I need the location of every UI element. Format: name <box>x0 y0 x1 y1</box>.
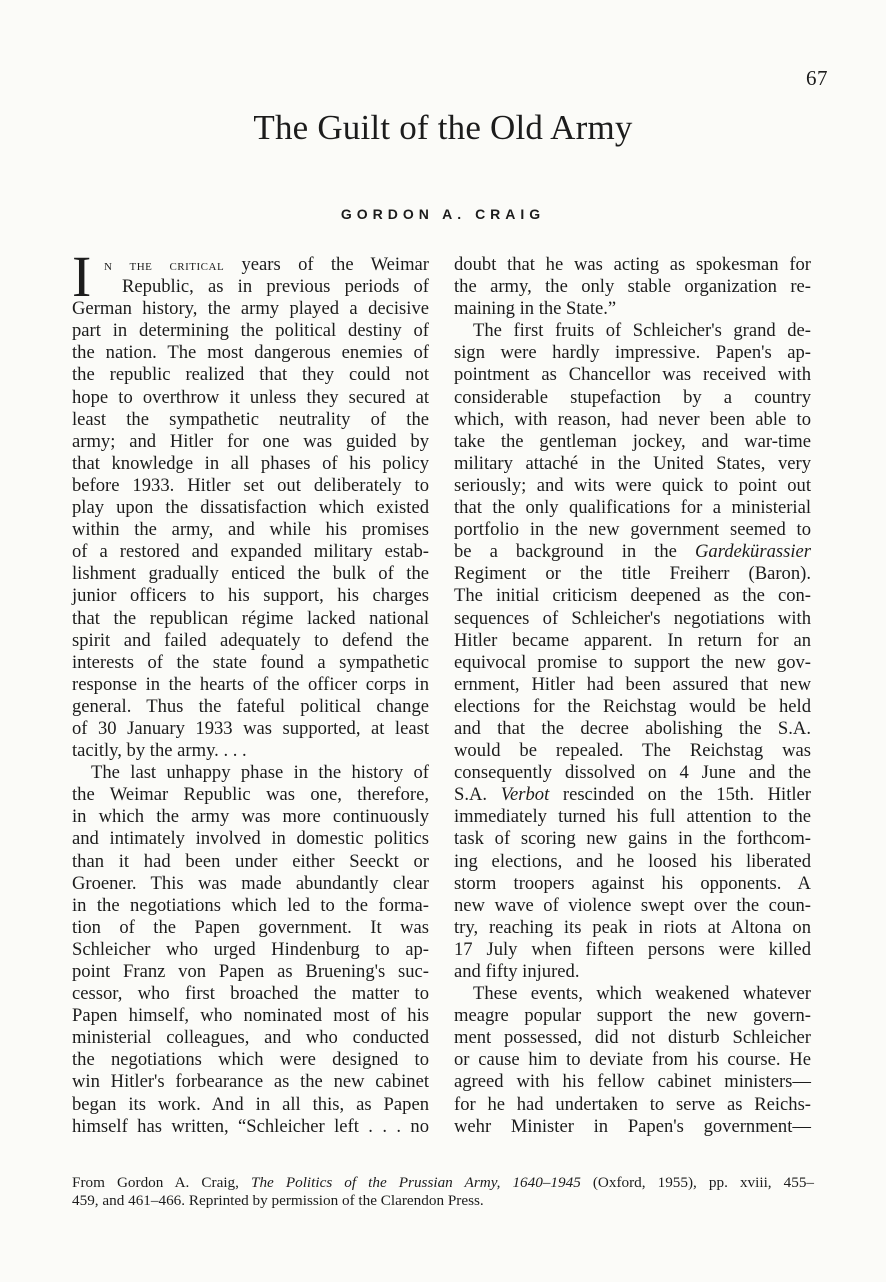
text-line: least the sympathetic neutrality of the <box>72 408 429 430</box>
text-line: ment possessed, did not disturb Schleicher <box>454 1027 811 1049</box>
text-line: maining in the State.” <box>454 298 617 320</box>
text-line: or cause him to deviate from his course. He <box>454 1049 811 1071</box>
text-line: Schleicher who urged Hindenburg to ap- <box>72 938 429 960</box>
text-line: would be repealed. The Reichstag was <box>454 740 811 762</box>
text-line: Hitler became apparent. In return for an <box>454 629 811 651</box>
text-line: ministerial colleagues, and who conducted <box>72 1027 429 1049</box>
text-line <box>454 541 811 563</box>
text-line: pointment as Chancellor was received with <box>454 364 811 386</box>
text-line: seriously; and wits were quick to point out <box>454 474 811 496</box>
text-line: junior officers to his support, his charges <box>72 585 429 607</box>
text-line: lishment gradually enticed the bulk of the <box>72 563 429 585</box>
text-line: play upon the dissatisfaction which existed <box>72 497 429 519</box>
text-line: general. Thus the fateful political change <box>72 695 429 717</box>
text-line: the nation. The most dangerous enemies of <box>72 342 429 364</box>
text-line: German history, the army played a decisive <box>72 298 429 320</box>
italic-term: Verbot <box>500 784 550 806</box>
text-line: that the republican régime lacked national <box>72 607 429 629</box>
text-line: agreed with his fellow cabinet ministers— <box>454 1071 811 1093</box>
text-line: in the negotiations which led to the forma- <box>72 894 429 916</box>
text-line: equivocal promise to support the new gov- <box>454 651 811 673</box>
text-fragment: years of the Weimar <box>224 254 429 275</box>
text-line: Regiment or the title Freiherr (Baron). <box>454 563 811 585</box>
text-line: that knowledge in all phases of his policy <box>72 452 429 474</box>
text-line: win Hitler's forbearance as the new cabinet <box>72 1071 429 1093</box>
text-line: Papen himself, who nominated most of his <box>72 1005 429 1027</box>
text-line: point Franz von Papen as Bruening's suc- <box>72 961 429 982</box>
source-footnote <box>72 1174 814 1211</box>
text-fragment: (Oxford, 1955), pp. xviii, 455– <box>580 1174 815 1191</box>
text-line: in which the army was more continuously <box>72 806 429 828</box>
text-line: try, reaching its peak in riots at Altona on <box>454 916 811 938</box>
text-line: tacitly, by the army. . . . <box>72 740 247 762</box>
text-line: considerable stupefaction by a country <box>454 386 811 408</box>
text-line: immediately turned his full attention to the <box>454 806 811 828</box>
text-line: storm troopers against his opponents. A <box>454 872 811 894</box>
text-line: ernment, Hitler had been assured that new <box>454 673 811 695</box>
text-line: portfolio in the new government seemed to <box>454 519 811 541</box>
italic-term: Gardekürassier <box>694 541 811 563</box>
text-line: cessor, who first broached the matter to <box>72 983 429 1005</box>
text-line: part in determining the political destiny of <box>72 320 429 342</box>
text-line: meagre popular support the new govern- <box>454 1005 811 1027</box>
text-line: for he had undertaken to serve as Reichs- <box>454 1093 811 1115</box>
text-line: sign were hardly impressive. Papen's ap- <box>454 342 811 364</box>
article-author: GORDON A. CRAIG <box>340 206 546 222</box>
text-line: 17 July when fifteen persons were killed <box>454 938 811 960</box>
text-line: consequently dissolved on 4 June and the <box>454 762 811 784</box>
text-line: the republic realized that they could not <box>72 364 429 386</box>
right-column <box>454 254 811 1138</box>
text-line: response in the hearts of the officer corps in <box>72 673 429 695</box>
text-line: and that the decree abolishing the S.A. <box>454 717 811 739</box>
text-line: wehr Minister in Papen's government— <box>454 1115 811 1137</box>
text-line: the Weimar Republic was one, therefore, <box>72 784 429 806</box>
text-line: of 30 January 1933 was supported, at least <box>72 717 429 739</box>
text-line: Republic, as in previous periods of <box>122 276 429 298</box>
text-line: that the only qualifications for a ministerial <box>454 497 811 519</box>
drop-cap: I <box>72 244 92 309</box>
opening-smallcaps: n the critical <box>104 257 225 274</box>
text-fragment: S.A. <box>454 784 501 806</box>
text-line: tion of the Papen government. It was <box>72 916 429 938</box>
text-line: The last unhappy phase in the history of <box>91 762 429 784</box>
text-line: the army, the only stable organization re- <box>454 276 811 298</box>
left-column <box>72 244 429 1138</box>
text-line: sequences of Schleicher's negotiations with <box>454 607 811 629</box>
article-title: The Guilt of the Old Army <box>253 108 633 147</box>
text-line: of a restored and expanded military estab- <box>72 541 429 563</box>
text-line: the negotiations which were designed to <box>72 1049 429 1071</box>
text-line: doubt that he was acting as spokesman for <box>454 254 811 275</box>
text-line: before 1933. Hitler set out deliberately to <box>72 474 429 496</box>
text-line: spirit and failed adequately to defend the <box>72 629 429 651</box>
text-line: interests of the state found a sympathetic <box>72 651 429 673</box>
text-line: military attaché in the United States, very <box>454 452 811 474</box>
footnote-line: 459, and 461–466. Reprinted by permission of the Clarendon Press. <box>72 1192 484 1210</box>
text-line: within the army, and while his promises <box>72 519 429 541</box>
text-fragment: rescinded on the 15th. Hitler <box>549 784 812 806</box>
text-line: and fifty injured. <box>454 961 580 982</box>
text-fragment: be a background in the <box>454 541 695 563</box>
text-line: elections for the Reichstag would be held <box>454 695 811 717</box>
text-line <box>72 254 429 276</box>
text-line: These events, which weakened whatever <box>473 983 811 1005</box>
text-line: hope to overthrow it unless they secured at <box>72 386 429 408</box>
text-line: ing elections, and he loosed his liberated <box>454 850 811 872</box>
text-line: Groener. This was made abundantly clear <box>72 872 429 894</box>
text-line: which, with reason, had never been able to <box>454 408 811 430</box>
text-line: and intimately involved in domestic politics <box>72 828 429 850</box>
text-line: himself has written, “Schleicher left . . . no <box>72 1115 429 1137</box>
text-line <box>454 784 811 806</box>
book-title: The Politics of the Prussian Army, 1640–1945 <box>251 1174 581 1191</box>
text-line: The initial criticism deepened as the con- <box>454 585 811 607</box>
text-line: than it had been under either Seeckt or <box>72 850 429 872</box>
page-number: 67 <box>806 66 828 90</box>
footnote-line <box>72 1174 814 1192</box>
text-line: The first fruits of Schleicher's grand de- <box>473 320 811 342</box>
text-line: began its work. And in all this, as Papen <box>72 1093 429 1115</box>
text-line: take the gentleman jockey, and war-time <box>454 430 811 452</box>
text-line: army; and Hitler for one was guided by <box>72 430 429 452</box>
text-fragment: From Gordon A. Craig, <box>72 1174 251 1191</box>
text-line: task of scoring new gains in the forthcom- <box>454 828 811 850</box>
text-line: new wave of violence swept over the coun- <box>454 894 811 916</box>
